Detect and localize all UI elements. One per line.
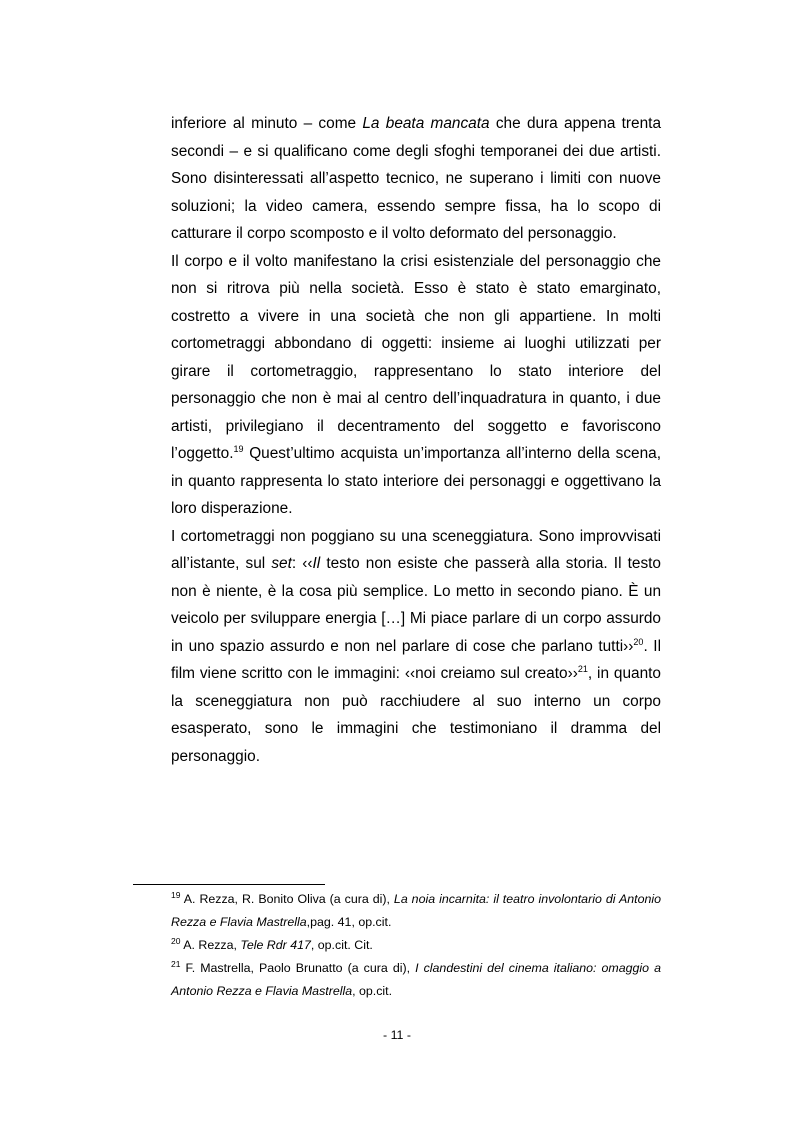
footnote-20: $^{20}$ A. Rezza, Tele Rdr 417, op.cit. Cit. bbox=[171, 935, 373, 952]
footnote-19: $^{19}$ A. Rezza, R. Bonito Oliva (a cura di), La noia incarnita: il teatro involontario di Antonio Rezza e Flavia Mastrella,pag. 41, op.cit. bbox=[171, 889, 661, 929]
footnote-ref-21[interactable]: 21 bbox=[577, 663, 588, 674]
paragraph-3: I cortometraggi non poggiano su una sceneggiatura. Sono improvvisati all’istante, sul set: ‹‹Il testo non esiste che passerà alla storia. Il testo non è niente, è la cosa più semplice. Lo metto in secondo piano. È un veicolo per sviluppare energia […] Mi piace parlare di un corpo assurdo in uno spazio assurdo e non nel parlare di cose che parlano tutti››$^{20}$. Il film viene scritto con le immagini: ‹‹noi creiamo sul creato››$^{21}$, in quanto la sceneggiatura non può racchiudere al suo interno un corpo esasperato, sono le immagini che testimoniano il dramma del personaggio. bbox=[171, 527, 662, 765]
paragraph-1: inferiore al minuto – come La beata mancata che dura appena trenta secondi – e si qualificano come degli sfoghi temporanei dei due artisti. Sono disinteressati all’aspetto tecnico, ne superano i limiti con nuove soluzioni; la video camera, essendo sempre fissa, ha lo scopo di catturare il corpo scomposto e il volto deformato del personaggio. bbox=[171, 115, 662, 242]
footnote-separator bbox=[133, 884, 325, 885]
footnote-ref-20[interactable]: 20 bbox=[633, 636, 644, 647]
film-title: La beata mancata bbox=[362, 115, 490, 132]
footnote-21: $^{21}$ F. Mastrella, Paolo Brunatto (a cura di), I clandestini del cinema italiano: omaggio a Antonio Rezza e Flavia Mastrella, op.cit. bbox=[171, 958, 661, 998]
paragraph-2: Il corpo e il volto manifestano la crisi esistenziale del personaggio che non si ritrova più nella società. Esso è stato è stato emarginato, costretto a vivere in una società che non gli appartiene. In molti cortometraggi abbondano di oggetti: insieme ai luoghi utilizzati per girare il cortometraggio, rappresentano lo stato interiore del personaggio che non è mai al centro dell’inquadratura in quanto, i due artisti, privilegiano il decentramento del soggetto e favoriscono l’oggetto.$^{19}$ Quest’ultimo acquista un’importanza all’interno della scena, in quanto rappresenta lo stato interiore dei personaggi e oggettivano la loro disperazione. bbox=[171, 252, 661, 517]
page-number: - 11 - bbox=[383, 1028, 411, 1042]
footnotes bbox=[171, 888, 661, 1003]
body-text bbox=[171, 110, 661, 770]
footnote-ref-19[interactable]: 19 bbox=[233, 443, 244, 454]
